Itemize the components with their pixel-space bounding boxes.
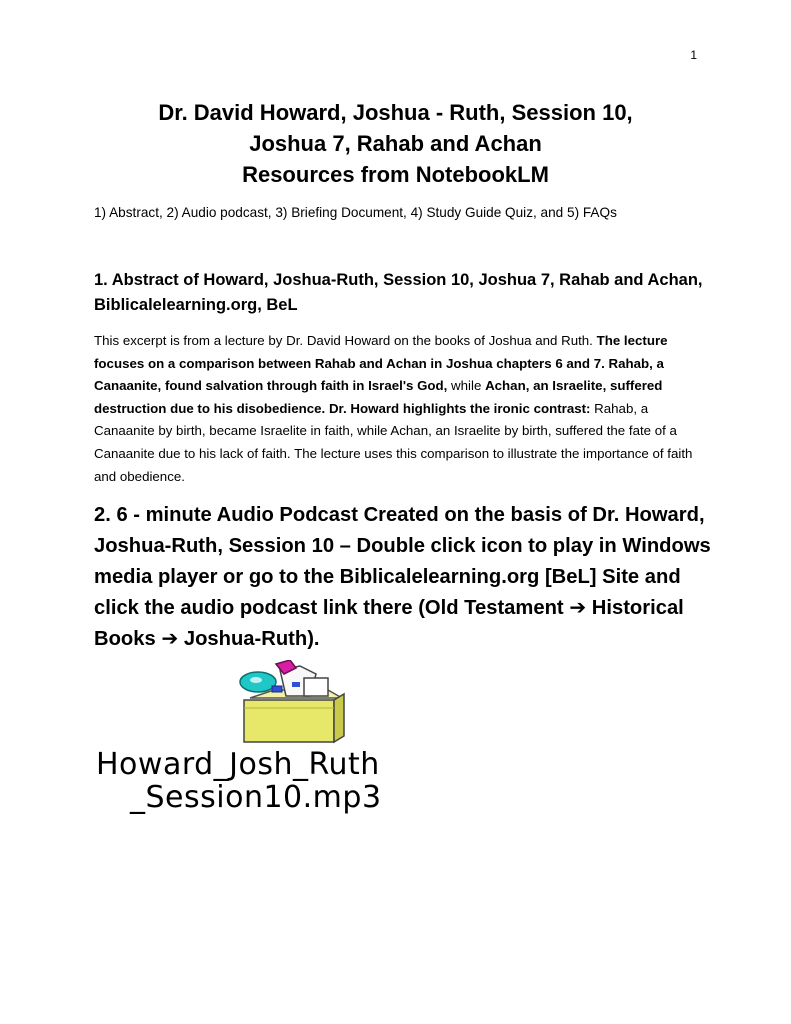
title-line-2: Joshua 7, Rahab and Achan bbox=[249, 131, 542, 156]
abstract-bold-1: The lecture focuses on a comparison between Rahab and Achan in Joshua chapters 6 and 7. Rahab, a Canaanite, found salvation through faith in Israel's God, bbox=[94, 333, 668, 394]
title-line-1: Dr. David Howard, Joshua - Ruth, Session 10, bbox=[158, 100, 633, 125]
page-number: 1 bbox=[690, 48, 697, 62]
audio-filename[interactable] bbox=[96, 748, 516, 814]
arrow-right-icon: ➔ bbox=[161, 628, 179, 650]
filename-line-1: Howard_Josh_Ruth bbox=[96, 747, 380, 782]
abstract-text-2: while bbox=[447, 378, 486, 394]
podcast-heading-text-3: Joshua-Ruth). bbox=[178, 628, 320, 650]
resources-list: 1) Abstract, 2) Audio podcast, 3) Briefing Document, 4) Study Guide Quiz, and 5) FAQs bbox=[94, 205, 617, 220]
filename-line-2: _Session10.mp3 bbox=[130, 780, 382, 815]
media-package-icon[interactable] bbox=[230, 660, 348, 744]
abstract-heading: 1. Abstract of Howard, Joshua-Ruth, Session 10, Joshua 7, Rahab and Achan, Biblicalelearning.org, BeL bbox=[94, 271, 703, 314]
title-line-3: Resources from NotebookLM bbox=[242, 162, 549, 187]
arrow-right-icon: ➔ bbox=[569, 597, 587, 619]
podcast-heading-text-1: 2. 6 - minute Audio Podcast Created on the basis of Dr. Howard, Joshua-Ruth, Session 10 – Double click icon to play in Windows media player or go to the Biblicalelearning.org [BeL] Site and click the audio podcast link there (Old Testament bbox=[94, 504, 711, 619]
abstract-paragraph bbox=[94, 330, 706, 488]
abstract-text-1: This excerpt is from a lecture by Dr. David Howard on the books of Joshua and Ruth. bbox=[94, 333, 597, 348]
podcast-heading-text-2: Historical Books bbox=[94, 597, 684, 650]
abstract-bold-2: Achan, an Israelite, suffered destruction due to his disobedience. Dr. Howard highlights the ironic contrast: bbox=[94, 378, 663, 416]
podcast-heading bbox=[94, 500, 714, 655]
document-title bbox=[0, 97, 791, 190]
abstract-text-3: Rahab, a Canaanite by birth, became Israelite in faith, while Achan, an Israelite by birth, suffered the fate of a Canaanite due to his lack of faith. The lecture uses this comparison to illustrate the importance of faith and obedience. bbox=[94, 400, 693, 484]
